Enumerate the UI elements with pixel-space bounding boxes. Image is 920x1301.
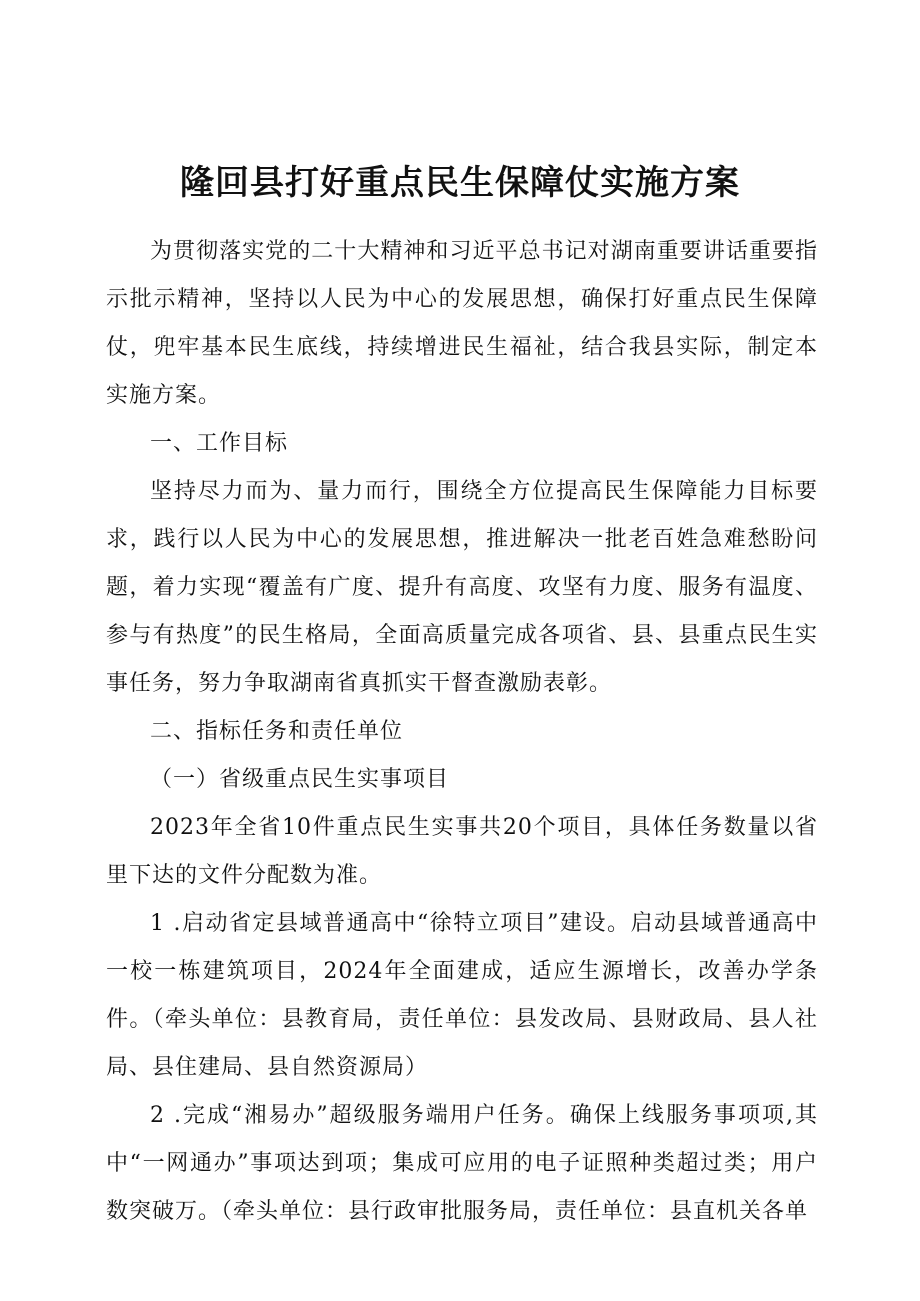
section-heading-goals: 一、工作目标 (150, 431, 289, 456)
goals-paragraph: 坚持尽力而为、量力而行，围绕全方位提高民生保障能力目标要求，践行以人民为中心的发展思想，推进解决一批老百姓急难愁盼问题，着力实现“覆盖有广度、提升有高度、攻坚有力度、服务有温度、参与有热度”的民生格局，全面高质量完成各项省、县、县重点民生实事任务，努力争取湖南省真抓实干督查激励表彰。 (106, 479, 818, 696)
item-1-paragraph: 1 .启动省定县域普通高中“徐特立项目”建设。启动县域普通高中一校一栋建筑项目，2024年全面建成，适应生源增长，改善办学条件。（牵头单位：县教育局，责任单位：县发改局、县财政局、县人社局、县住建局、县自然资源局） (106, 911, 818, 1080)
subsection-heading-provincial: （一）省级重点民生实事项目 (150, 767, 450, 792)
intro-paragraph: 为贯彻落实党的二十大精神和习近平总书记对湖南重要讲话重要指示批示精神，坚持以人民为中心的发展思想，确保打好重点民生保障仗，兜牢基本民生底线，持续增进民生福祉，结合我县实际，制定本实施方案。 (106, 239, 818, 408)
item-2-paragraph: 2 .完成“湘易办”超级服务端用户任务。确保上线服务事项项,其中“一网通办”事项达到项；集成可应用的电子证照种类超过类；用户数突破万。（牵头单位：县行政审批服务局，责任单位：县直机关各单 (106, 1103, 818, 1224)
document-body (106, 228, 818, 1236)
provincial-summary-paragraph: 2023年全省10件重点民生实事共20个项目，具体任务数量以省里下达的文件分配数为准。 (106, 815, 818, 888)
section-heading-tasks: 二、指标任务和责任单位 (150, 719, 404, 744)
document-title: 隆回县打好重点民生保障仗实施方案 (180, 162, 740, 203)
